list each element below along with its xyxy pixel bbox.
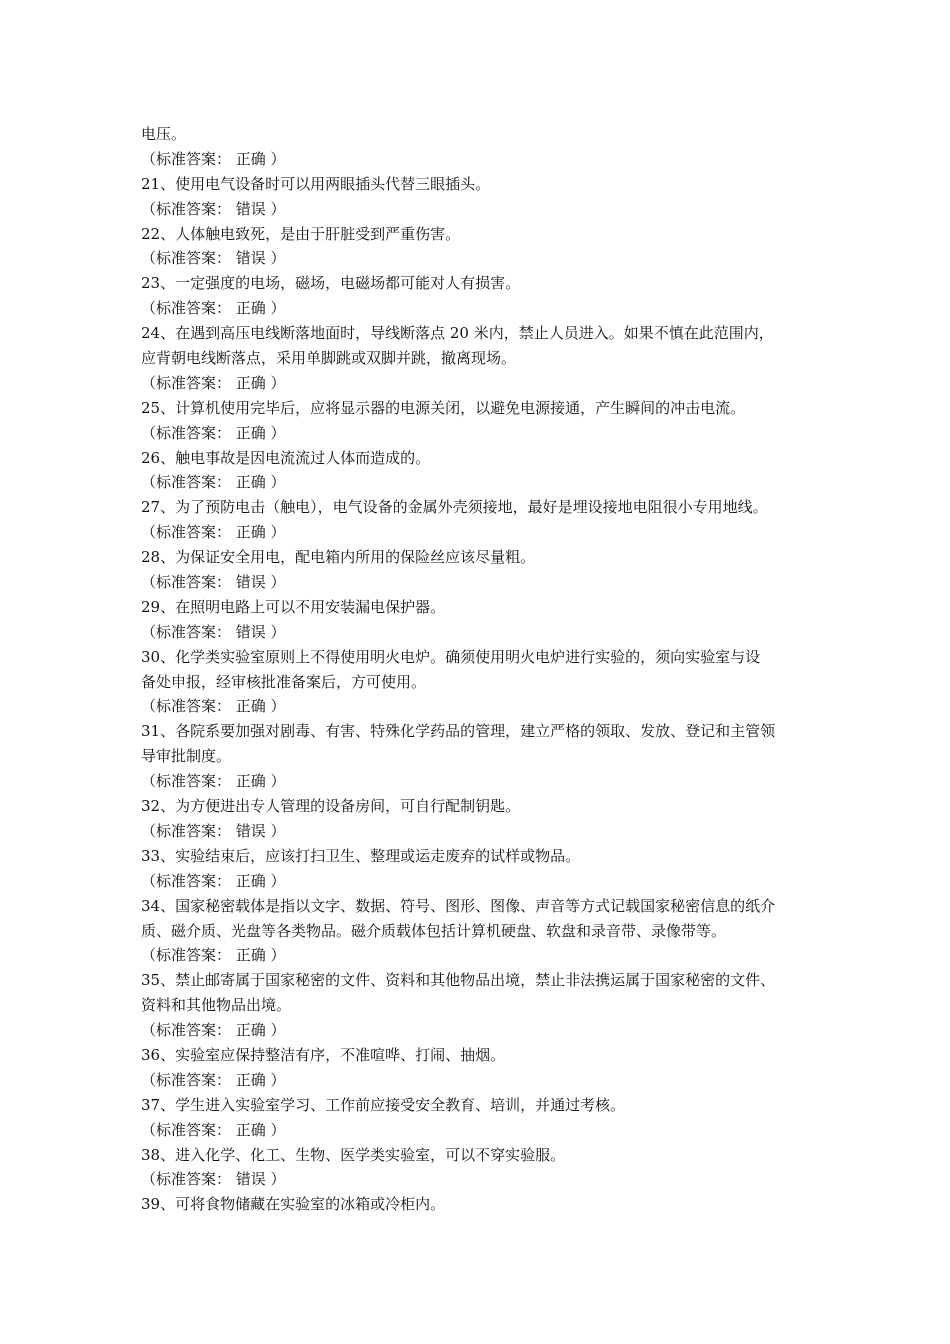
question-line: 28、为保证安全用电，配电箱内所用的保险丝应该尽量粗。 xyxy=(141,548,536,567)
question-line: 37、学生进入实验室学习、工作前应接受安全教育、培训，并通过考核。 xyxy=(141,1095,626,1114)
question-line: 27、为了预防电击（触电），电气设备的金属外壳须接地，最好是埋设接地电阻很小专用地线。 xyxy=(141,498,768,517)
answer-line: （标准答案： 错误 ） xyxy=(141,821,286,840)
question-line: 32、为方便进出专人管理的设备房间，可自行配制钥匙。 xyxy=(141,797,521,816)
question-line: 39、可将食物储藏在实验室的冰箱或冷柜内。 xyxy=(141,1195,446,1214)
question-line: 25、计算机使用完毕后，应将显示器的电源关闭，以避免电源接通，产生瞬间的冲击电流。 xyxy=(141,398,746,417)
question-line: 34、国家秘密载体是指以文字、数据、符号、图形、图像、声音等方式记载国家秘密信息的纸介 xyxy=(141,896,776,915)
answer-line: （标准答案： 正确 ） xyxy=(141,1021,286,1040)
answer-line: （标准答案： 正确 ） xyxy=(141,423,286,442)
question-line-continued: 备处申报，经审核批准备案后，方可使用。 xyxy=(141,672,427,691)
question-line: 35、禁止邮寄属于国家秘密的文件、资料和其他物品出境，禁止非法携运属于国家秘密的文件、 xyxy=(141,971,776,990)
document-page xyxy=(141,122,831,1217)
answer-line: （标准答案： 正确 ） xyxy=(141,772,286,791)
answer-line: （标准答案： 正确 ） xyxy=(141,697,286,716)
answer-line: （标准答案： 正确 ） xyxy=(141,1070,286,1089)
question-line-continued: 质、磁介质、光盘等各类物品。磁介质载体包括计算机硬盘、软盘和录音带、录像带等。 xyxy=(141,921,727,940)
answer-line: （标准答案： 正确 ） xyxy=(141,871,286,890)
question-line-continued: 应背朝电线断落点，采用单脚跳或双脚并跳，撤离现场。 xyxy=(141,349,517,368)
question-line: 31、各院系要加强对剧毒、有害、特殊化学药品的管理，建立严格的领取、发放、登记和主管领 xyxy=(141,722,776,741)
question-line: 33、实验结束后，应该打扫卫生、整理或运走废弃的试样或物品。 xyxy=(141,846,581,865)
question-line: 22、人体触电致死，是由于肝脏受到严重伤害。 xyxy=(141,224,461,243)
question-line: 26、触电事故是因电流流过人体而造成的。 xyxy=(141,448,431,467)
question-line: 38、进入化学、化工、生物、医学类实验室，可以不穿实验服。 xyxy=(141,1145,566,1164)
question-line: 24、在遇到高压电线断落地面时，导线断落点 20 米内，禁止人员进入。如果不慎在此范围内， xyxy=(141,324,774,343)
question-line: 36、实验室应保持整洁有序，不准喧哗、打闹、抽烟。 xyxy=(141,1045,506,1064)
answer-line: （标准答案： 正确 ） xyxy=(141,523,286,542)
question-line: 21、使用电气设备时可以用两眼插头代替三眼插头。 xyxy=(141,174,491,193)
answer-line: （标准答案： 正确 ） xyxy=(141,946,286,965)
answer-line: （标准答案： 正确 ） xyxy=(141,149,286,168)
question-line: 23、一定强度的电场，磁场，电磁场都可能对人有损害。 xyxy=(141,274,521,293)
text-line: 电压。 xyxy=(141,125,187,143)
answer-line: （标准答案： 正确 ） xyxy=(141,473,286,492)
answer-line: （标准答案： 错误 ） xyxy=(141,249,286,268)
answer-line: （标准答案： 错误 ） xyxy=(141,199,286,218)
question-line: 29、在照明电路上可以不用安装漏电保护器。 xyxy=(141,597,446,616)
question-line-continued: 资料和其他物品出境。 xyxy=(141,996,292,1015)
question-line: 30、化学类实验室原则上不得使用明火电炉。确须使用明火电炉进行实验的，须向实验室与设 xyxy=(141,647,761,666)
answer-line: （标准答案： 正确 ） xyxy=(141,373,286,392)
answer-line: （标准答案： 正确 ） xyxy=(141,1120,286,1139)
answer-line: （标准答案： 错误 ） xyxy=(141,622,286,641)
answer-line: （标准答案： 错误 ） xyxy=(141,573,286,592)
answer-line: （标准答案： 错误 ） xyxy=(141,1170,286,1189)
answer-line: （标准答案： 正确 ） xyxy=(141,299,286,318)
question-line-continued: 导审批制度。 xyxy=(141,747,232,766)
